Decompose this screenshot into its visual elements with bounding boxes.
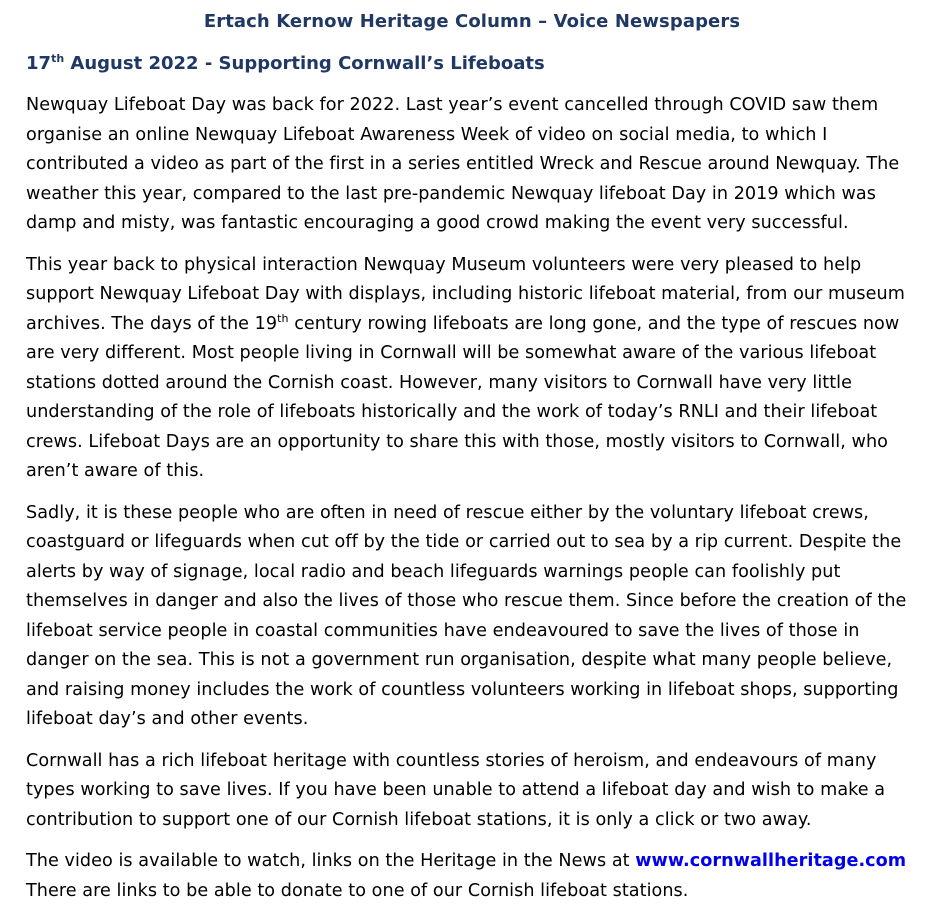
video-text: The video is available to watch, links on the Heritage in the News at [26, 851, 636, 871]
date-suffix: th [51, 52, 65, 65]
paragraph-3: Sadly, it is these people who are often in need of rescue either by the voluntary lifeboat crews, coastguard or lifeguards when cut off by the tide or carried out to sea by a rip current. Despite the alerts by way of signage, local radio and beach lifeguards warnings people can foolishly put themselves in danger and also the lives of those who rescue them. Since before the creation of the lifeboat service people in coastal communities have endeavoured to save the lives of those in danger on the sea. This is not a government run organisation, despite what many people believe, and raising money includes the work of countless volunteers working in lifeboat shops, supporting lifeboat day’s and other events. [26, 502, 907, 729]
heading-text: August 2022 - Supporting Cornwall’s Lifeboats [64, 53, 545, 74]
paragraph-2-part-b: century rowing lifeboats are long gone, and the type of rescues now are very different. Most people living in Cornwall will be somewhat aware of the various lifeboat stations dotted around the Cornish coast. However, many visitors to Cornwall have very little understanding of the role of lifeboats historically and the work of today’s RNLI and their lifeboat crews. Lifeboat Days are an opportunity to share this with those, mostly visitors to Cornwall, who aren’t aware of this. [26, 313, 900, 481]
paragraph-2-part-a: This year back to physical interaction Newquay Museum volunteers were very pleased to help support Newquay Lifeboat Day with displays, including historic lifeboat material, from our museum archives. The days of the 19 [26, 254, 905, 334]
donate-text: There are links to be able to donate to one of our Cornish lifeboat stations. [26, 880, 689, 901]
paragraph-2 [26, 251, 918, 487]
document-page [26, 8, 918, 918]
century-suffix: th [277, 311, 289, 325]
paragraph-1: Newquay Lifeboat Day was back for 2022. Last year’s event cancelled through COVID saw them organise an online Newquay Lifeboat Awareness Week of video on social media, to which I contributed a video as part of the first in a series entitled Wreck and Rescue around Newquay. The weather this year, compared to the last pre-pandemic Newquay lifeboat Day in 2019 which was damp and misty, was fantastic encouraging a good crowd making the event very successful. [26, 95, 900, 233]
heritage-website-link[interactable]: www.cornwallheritage.com [635, 851, 907, 871]
date-day: 17 [26, 53, 52, 74]
paragraph-4: Cornwall has a rich lifeboat heritage with countless stories of heroism, and endeavours of many types working to save lives. If you have been unable to attend a lifeboat day and wish to make a contribution to support one of our Cornish lifeboat stations, it is only a click or two away. [26, 750, 886, 830]
article-heading [26, 51, 918, 77]
column-title: Ertach Kernow Heritage Column – Voice Newspapers [203, 11, 741, 32]
paragraph-5 [26, 847, 918, 906]
